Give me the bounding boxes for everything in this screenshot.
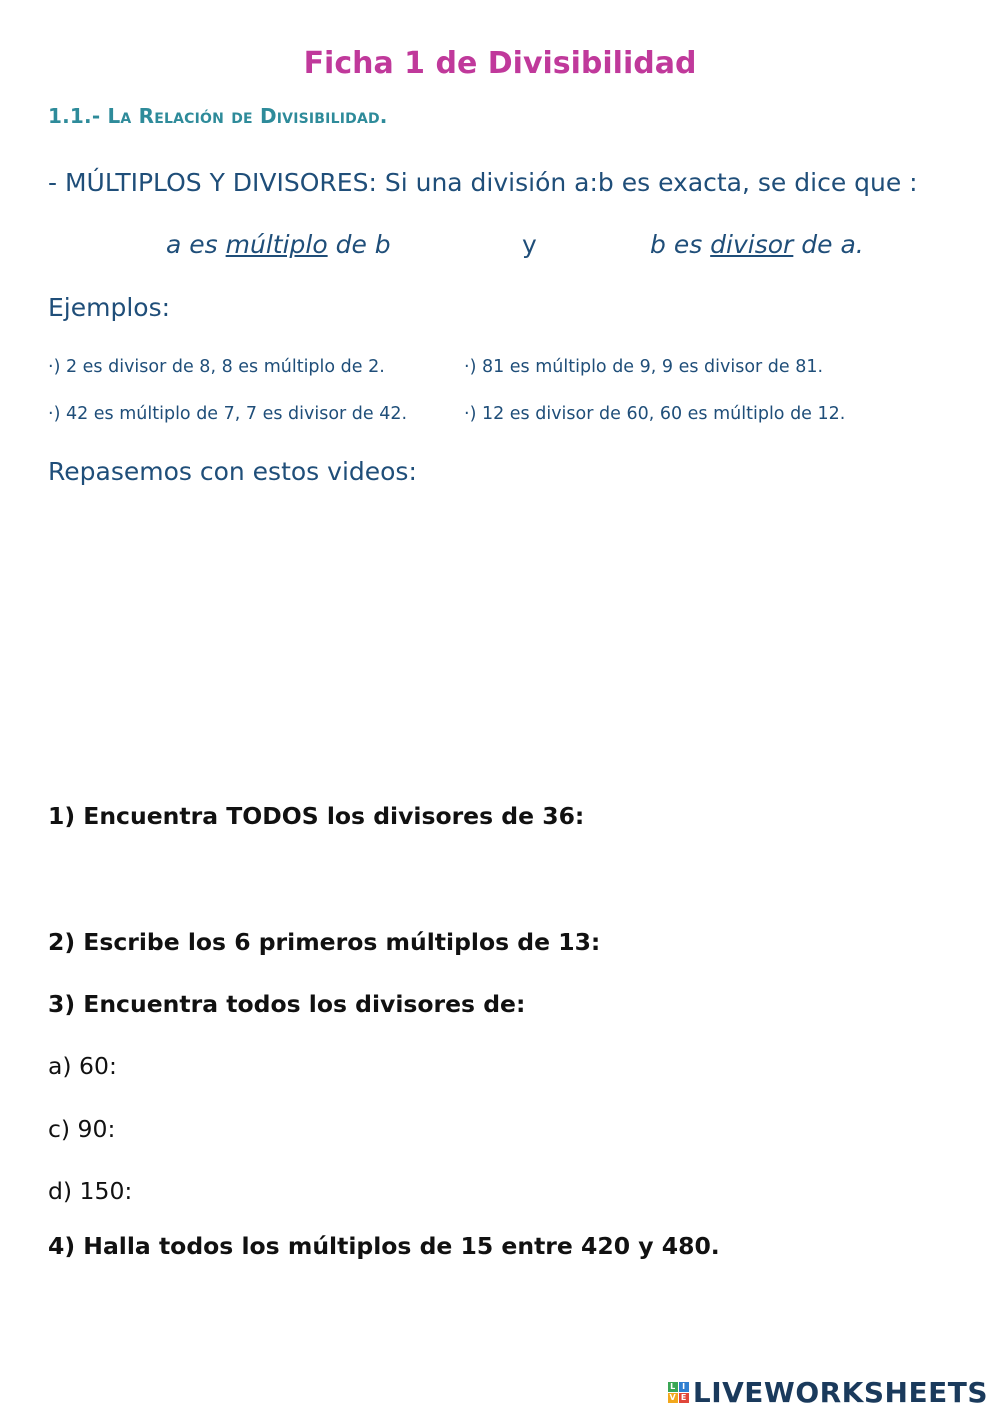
examples-heading: Ejemplos: [48, 293, 171, 322]
example-3: ·) 42 es múltiplo de 7, 7 es divisor de 42. [48, 404, 408, 424]
example-2: ·) 81 es múltiplo de 9, 9 es divisor de 81. [464, 357, 824, 377]
definition-multiple: a es múltiplo de b [166, 230, 391, 259]
page-title: Ficha 1 de Divisibilidad [303, 46, 697, 81]
intro-text: - MÚLTIPLOS Y DIVISORES: Si una división a:b es exacta, se dice que : [48, 168, 918, 197]
term-divisor: divisor [710, 230, 794, 259]
section-heading: 1.1.- La Relación de Divisibilidad. [48, 104, 388, 128]
videos-area [48, 500, 952, 770]
videos-heading: Repasemos con estos videos: [48, 457, 417, 486]
question-2: 2) Escribe los 6 primeros múltiplos de 13: [48, 928, 601, 956]
example-4: ·) 12 es divisor de 60, 60 es múltiplo de 12. [464, 404, 846, 424]
liveworksheets-brand [668, 1374, 988, 1410]
question-3: 3) Encuentra todos los divisores de: [48, 990, 526, 1018]
question-4: 4) Halla todos los múltiplos de 15 entre 420 y 480. [48, 1232, 720, 1260]
logo-cell: I [679, 1382, 689, 1392]
logo-cell: E [679, 1393, 689, 1403]
question-1: 1) Encuentra TODOS los divisores de 36: [48, 802, 585, 830]
definition-connector: y [522, 230, 537, 259]
definition-divisor: b es divisor de a. [650, 230, 864, 259]
brand-name: LIVEWORKSHEETS [692, 1375, 988, 1409]
question-3a: a) 60: [48, 1052, 117, 1080]
term-multiple: múltiplo [225, 230, 328, 259]
logo-cell: V [669, 1392, 677, 1402]
logo-cell: L [668, 1382, 678, 1392]
question-3d: d) 150: [48, 1177, 133, 1205]
example-1: ·) 2 es divisor de 8, 8 es múltiplo de 2. [48, 357, 385, 377]
question-3c: c) 90: [48, 1115, 116, 1143]
liveworksheets-logo-icon [668, 1382, 689, 1403]
